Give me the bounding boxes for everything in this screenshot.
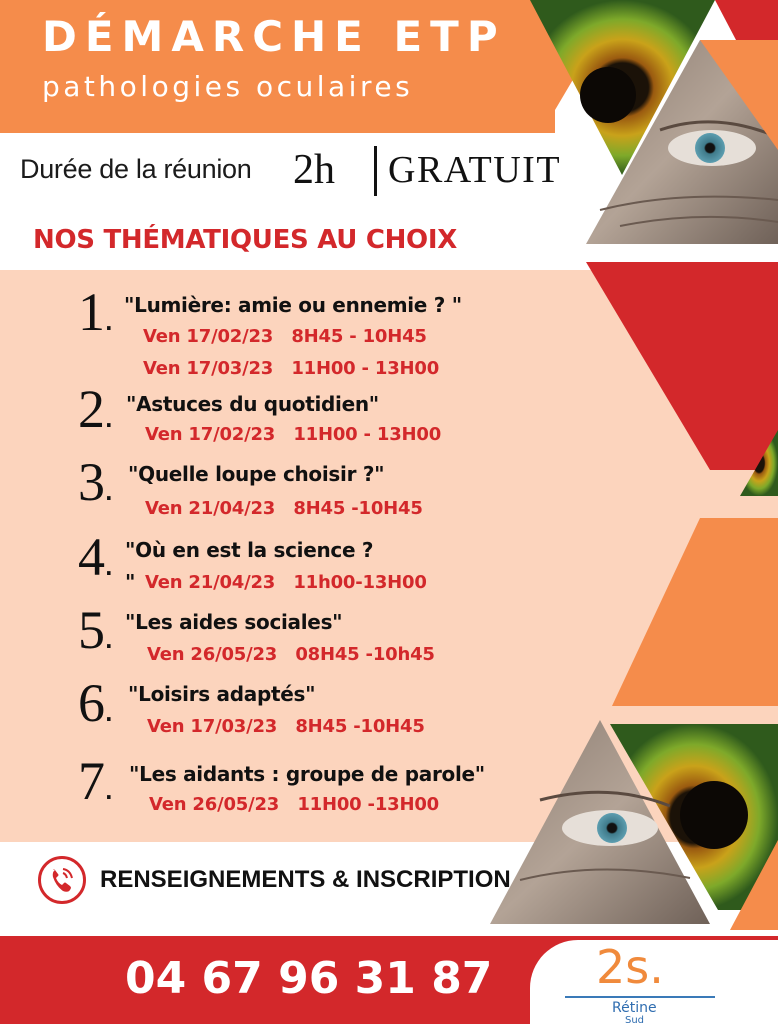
phone-number[interactable]: 04 67 96 31 87 (125, 953, 493, 1004)
topic-title: "Astuces du quotidien" (126, 392, 379, 416)
logo-subtext: Sud (625, 1015, 645, 1026)
topic-date: Ven 21/04/23 11h00-13H00 (145, 572, 427, 593)
duration-label: Durée de la réunion (20, 154, 252, 184)
logo-name: Rétine (612, 1000, 657, 1016)
divider (374, 146, 377, 196)
topic-date: Ven 17/02/23 8H45 - 10H45 (143, 326, 427, 347)
topic-title: "Les aidants : groupe de parole" (129, 762, 485, 786)
topic-title: "Quelle loupe choisir ?" (128, 462, 385, 486)
topic-title: "Les aides sociales" (125, 610, 343, 634)
price-label: GRATUIT (388, 149, 562, 191)
topic-number: 3. (78, 452, 113, 512)
topic-number: 5. (78, 600, 113, 660)
topic-date: Ven 26/05/23 08H45 -10h45 (147, 644, 435, 665)
topic-date: Ven 17/03/23 8H45 -10H45 (147, 716, 425, 737)
logo-underline (565, 996, 715, 998)
logo-mark: 2s. (596, 940, 664, 994)
topic-date: Ven 17/03/23 11H00 - 13H00 (143, 358, 440, 379)
topic-title-end: " (125, 570, 136, 594)
topic-date: Ven 26/05/23 11H00 -13H00 (149, 794, 439, 815)
duration-value: 2h (293, 147, 335, 193)
topic-date: Ven 17/02/23 11H00 - 13H00 (145, 424, 442, 445)
topic-number: 6. (78, 673, 113, 733)
topic-number: 4. (78, 527, 113, 587)
topic-title: "Où en est la science ? (125, 538, 374, 562)
section-title: NOS THÉMATIQUES AU CHOIX (33, 225, 457, 255)
page-subtitle: pathologies oculaires (42, 70, 414, 103)
topic-number: 2. (78, 379, 113, 439)
phone-icon (38, 856, 86, 904)
page-title: DÉMARCHE ETP (42, 12, 506, 61)
registration-label: RENSEIGNEMENTS & INSCRIPTION (100, 866, 511, 893)
topic-title: "Loisirs adaptés" (128, 682, 316, 706)
topic-title: "Lumière: amie ou ennemie ? " (124, 293, 462, 317)
topic-date: Ven 21/04/23 8H45 -10H45 (145, 498, 423, 519)
topic-number: 1. (78, 282, 113, 342)
topic-number: 7. (78, 751, 113, 811)
